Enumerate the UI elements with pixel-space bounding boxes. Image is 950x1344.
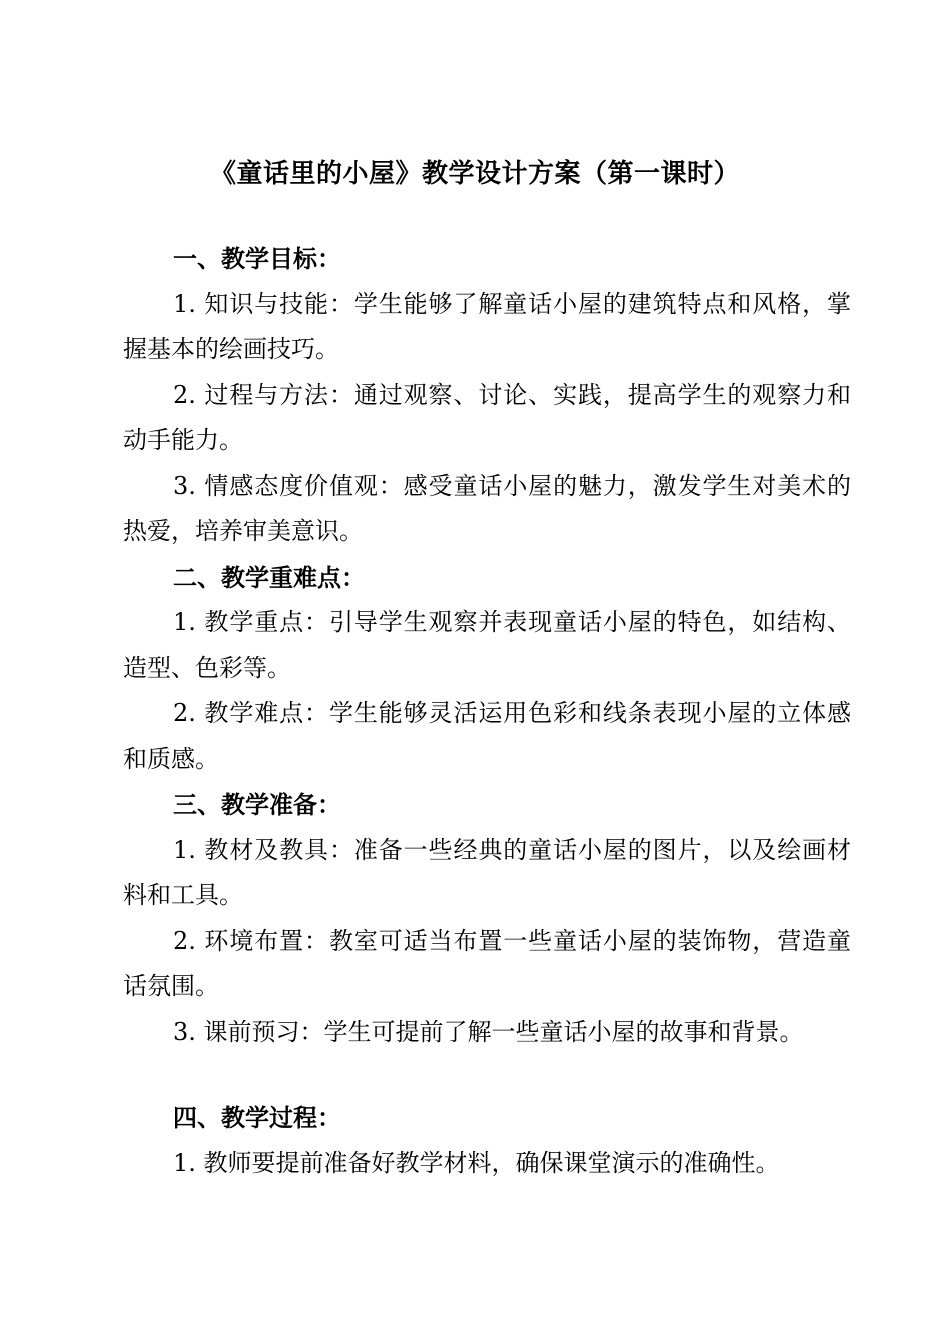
section-heading-preparation: 三、教学准备：	[173, 790, 341, 819]
paragraph: 2. 环境布置：教室可适当布置一些童话小屋的装饰物，营造童话氛围。	[123, 926, 851, 1000]
paragraph: 1. 知识与技能：学生能够了解童话小屋的建筑特点和风格，掌握基本的绘画技巧。	[123, 289, 851, 363]
section-heading-process: 四、教学过程：	[173, 1103, 341, 1132]
paragraph: 2. 教学难点：学生能够灵活运用色彩和线条表现小屋的立体感和质感。	[123, 699, 851, 773]
paragraph: 1. 教学重点：引导学生观察并表现童话小屋的特色，如结构、造型、色彩等。	[123, 608, 851, 682]
document-title: 《童话里的小屋》教学设计方案（第一课时）	[209, 159, 740, 189]
section-heading-key-points: 二、教学重难点：	[173, 562, 365, 592]
spacer	[123, 1055, 851, 1095]
paragraph: 2. 过程与方法：通过观察、讨论、实践，提高学生的观察力和动手能力。	[123, 380, 851, 454]
document-body	[123, 236, 851, 1186]
paragraph: 3. 情感态度价值观：感受童话小屋的魅力，激发学生对美术的热爱，培养审美意识。	[123, 471, 851, 545]
section-heading-objectives: 一、教学目标：	[173, 244, 341, 273]
paragraph: 1. 教师要提前准备好教学材料，确保课堂演示的准确性。	[173, 1148, 780, 1177]
paragraph: 1. 教材及教具：准备一些经典的童话小屋的图片，以及绘画材料和工具。	[123, 835, 851, 909]
paragraph: 3. 课前预习：学生可提前了解一些童话小屋的故事和背景。	[173, 1017, 804, 1046]
